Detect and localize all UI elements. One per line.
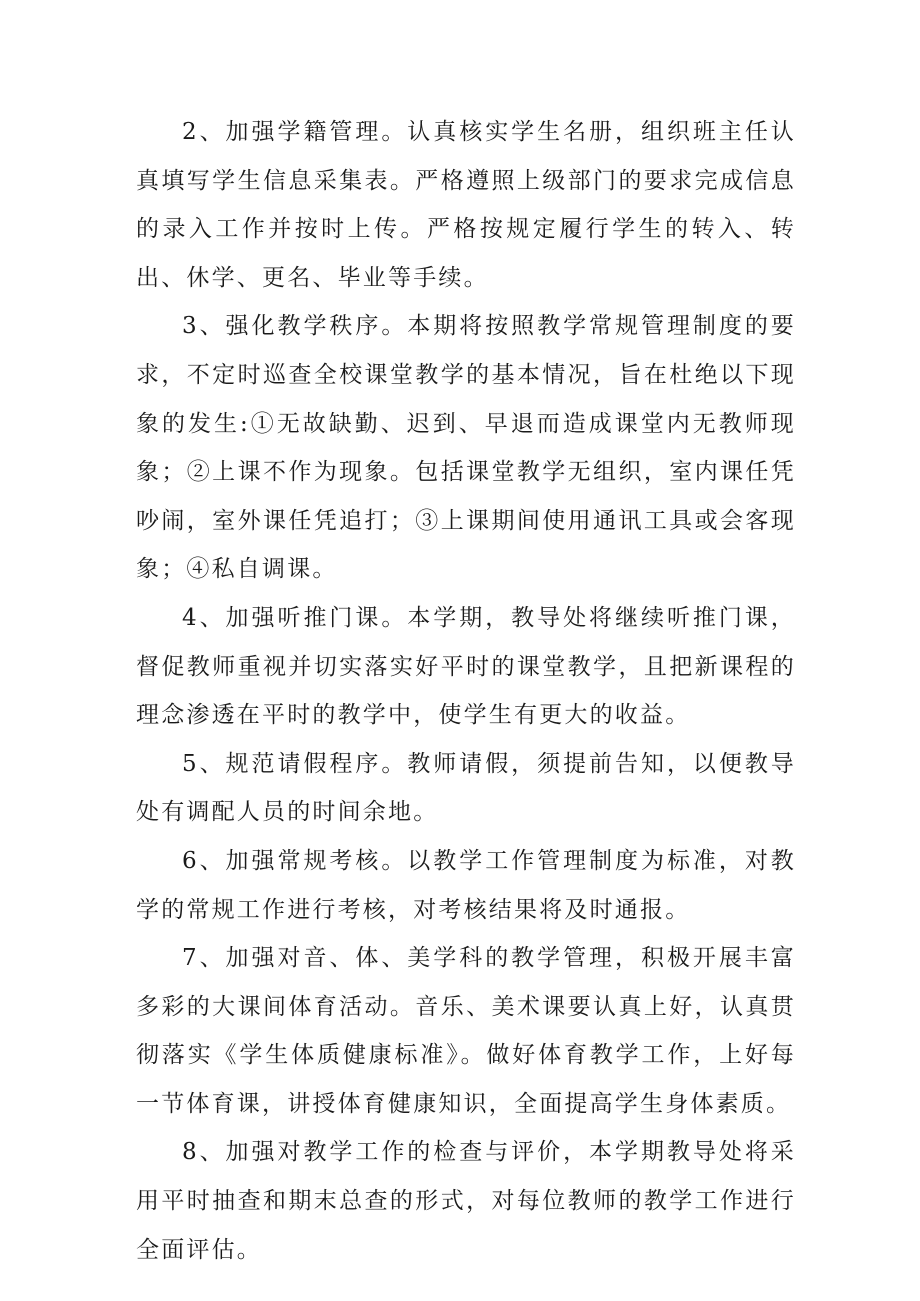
paragraph-item-2: 2、加强学籍管理。认真核实学生名册，组织班主任认真填写学生信息采集表。严格遵照上级部门的要求完成信息的录入工作并按时上传。严格按规定履行学生的转入、转出、休学、更名、毕业等手续。 xyxy=(136,119,796,291)
paragraph-item-6: 6、加强常规考核。以教学工作管理制度为标准，对教学的常规工作进行考核，对考核结果将及时通报。 xyxy=(136,847,796,923)
document-body xyxy=(136,108,796,1274)
paragraph-item-4: 4、加强听推门课。本学期，教导处将继续听推门课，督促教师重视并切实落实好平时的课堂教学，且把新课程的理念渗透在平时的教学中，使学生有更大的收益。 xyxy=(136,604,796,729)
paragraph-item-7: 7、加强对音、体、美学科的教学管理，积极开展丰富多彩的大课间体育活动。音乐、美术课要认真上好，认真贯彻落实《学生体质健康标准》。做好体育教学工作，上好每一节体育课，讲授体育健康知识，全面提高学生身体素质。 xyxy=(136,945,796,1117)
paragraph-item-3: 3、强化教学秩序。本期将按照教学常规管理制度的要求，不定时巡查全校课堂教学的基本情况，旨在杜绝以下现象的发生:①无故缺勤、迟到、早退而造成课堂内无教师现象；②上课不作为现象。包括课堂教学无组织，室内课任凭吵闹，室外课任凭追打；③上课期间使用通讯工具或会客现象；④私自调课。 xyxy=(136,313,796,583)
paragraph-item-5: 5、规范请假程序。教师请假，须提前告知，以便教导处有调配人员的时间余地。 xyxy=(136,750,796,826)
paragraph-item-8: 8、加强对教学工作的检查与评价，本学期教导处将采用平时抽查和期末总查的形式，对每位教师的教学工作进行全面评估。 xyxy=(136,1139,796,1263)
